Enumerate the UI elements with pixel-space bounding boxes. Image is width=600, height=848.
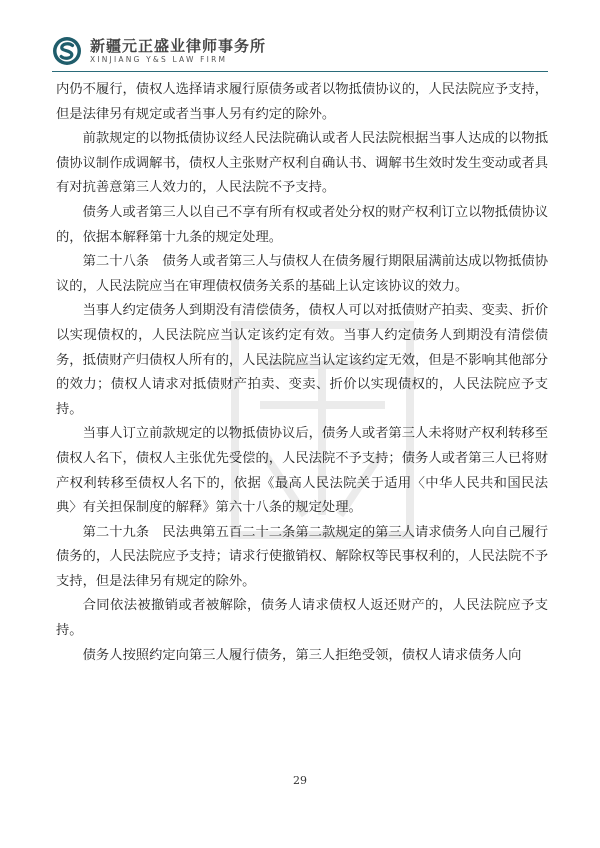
firm-logo-icon bbox=[52, 36, 82, 66]
paragraph: 内仍不履行，债权人选择请求履行原债务或者以物抵债协议的，人民法院应予支持，但是法律另有规定或者当事人另有约定的除外。 bbox=[56, 82, 548, 122]
paragraph: 当事人约定债务人到期没有清偿债务，债权人可以对抵债财产拍卖、变卖、折价以实现债权的，人民法院应当认定该约定有效。当事人约定债务人到期没有清偿债务，抵债财产归债权人所有的，人民法院应当认定该约定无效，但是不影响其他部分的效力；债权人请求对抵债财产拍卖、变卖、折价以实现债权的，人民法院应予支持。 bbox=[56, 303, 548, 417]
header-divider bbox=[52, 71, 548, 72]
paragraph: 前款规定的以物抵债协议经人民法院确认或者人民法院根据当事人达成的以物抵债协议制作成调解书，债权人主张财产权利自确认书、调解书生效时发生变动或者具有对抗善意第三人效力的，人民法院不予支持。 bbox=[56, 131, 548, 196]
article-28-paragraph: 第二十八条 债务人或者第三人与债权人在债务履行期限届满前达成以物抵债协议的，人民法院应当在审理债权债务关系的基础上认定该协议的效力。 bbox=[56, 254, 548, 294]
paragraph: 债务人或者第三人以自己不享有所有权或者处分权的财产权利订立以物抵债协议的，依据本解释第十九条的规定处理。 bbox=[56, 204, 548, 245]
paragraph: 合同依法被撤销或者被解除，债务人请求债权人返还财产的，人民法院应予支持。 bbox=[56, 598, 548, 639]
letterhead bbox=[52, 34, 266, 68]
document-body bbox=[56, 78, 548, 668]
paragraph: 当事人订立前款规定的以物抵债协议后，债务人或者第三人未将财产权利转移至债权人名下，债权人主张优先受偿的，人民法院不予支持；债务人或者第三人已将财产权利转移至债权人名下的，依据《最高人民法院关于适用〈中华人民共和国民法典〉有关担保制度的解释》第六十八条的规定处理。 bbox=[56, 426, 548, 516]
page-number: 29 bbox=[293, 774, 307, 787]
firm-title bbox=[90, 37, 266, 65]
firm-name-english: XINJIANG Y&S LAW FIRM bbox=[90, 55, 228, 64]
article-29-paragraph: 第二十九条 民法典第五百二十二条第二款规定的第三人请求债务人向自己履行债务的，人民法院应予支持；请求行使撤销权、解除权等民事权利的，人民法院不予支持，但是法律另有规定的除外。 bbox=[56, 524, 548, 589]
firm-name: 新疆元正盛业律师事务所 bbox=[90, 37, 267, 55]
paragraph: 债务人按照约定向第三人履行债务，第三人拒绝受领，债权人请求债务人向 bbox=[82, 647, 522, 663]
